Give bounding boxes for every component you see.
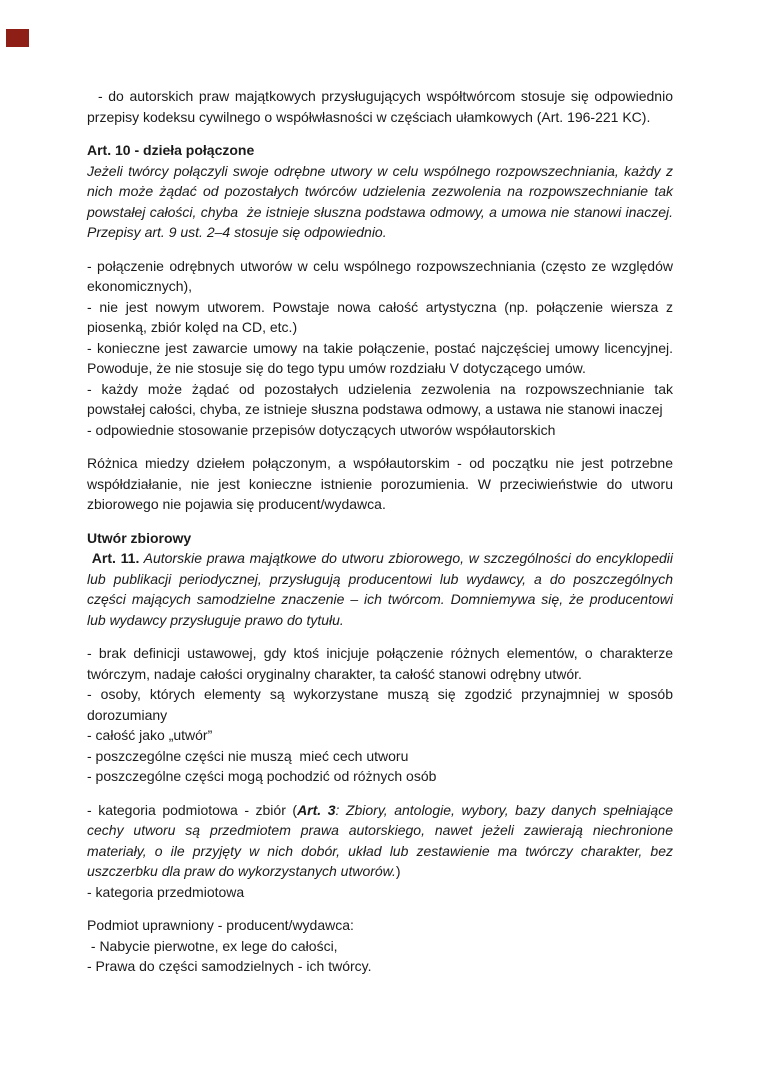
subbullet-czesci-rozne-osoby: - poszczególne części mogą pochodzić od różnych osób (87, 768, 437, 784)
podmiot-uprawniony-line: Podmiot uprawniony - producent/wydawca: (87, 917, 354, 933)
bullet-brak-definicji: - brak definicji ustawowej, gdy ktoś inicjuje połączenie różnych elementów, o charakterze twórczym, nadaje całości oryginalny charakter, ta całość stanowi odrębny utwór. (87, 645, 677, 682)
bullet-osoby: - osoby, których elementy są wykorzystane muszą się zgodzić przynajmniej w sposób dorozumiany (87, 686, 677, 723)
corner-marker (6, 29, 29, 47)
bullet-calosc-jako-utwor: - całość jako „utwór” (87, 727, 213, 743)
kategoria-podmiotowa-close: ) (395, 863, 401, 879)
bullet-kategoria-przedmiotowa: - kategoria przedmiotowa (87, 883, 245, 900)
bullet-konieczne-umowa: - konieczne jest zawarcie umowy na takie połączenie, postać najczęściej umowy licencyjnej. Powoduje, że nie stosuje się do tego typu umów rozdziału V dotyczącego umów. (87, 339, 677, 376)
art-11-paragraph (87, 548, 677, 630)
subbullet-prawa-do-czesci: - Prawa do części samodzielnych - ich twórcy. (87, 958, 372, 974)
intro-paragraph: - do autorskich praw majątkowych przysługujących współtwórcom stosuje się odpowiednio przepisy kodeksu cywilnego o współwłasności w częściach ułamkowych (Art. 196-221 KC). (87, 88, 677, 125)
bullet-odpowiednie-stosowanie: - odpowiednie stosowanie przepisów dotyczących utworów współautorskich (87, 421, 556, 438)
heading-art-10: Art. 10 - dzieła połączone (87, 142, 255, 158)
bullet-kategoria-podmiotowa (87, 800, 677, 882)
art-3-label: Art. 3 (297, 801, 336, 818)
bullet-polaczenie: - połączenie odrębnych utworów w celu wspólnego rozpowszechniania (często ze względów ekonomicznych), (87, 257, 677, 294)
art-3-quote-text: : Zbiory, antologie, wybory, bazy danych spełniające cechy utworu są przedmiotem prawa autorskiego, nawet jeżeli zawierają niechronione materiały, o ile przyjęty w nich dobór, układ lub zestawienie ma twórczy charakter, bez uszczerbku dla praw do wykorzystanych utworów. (87, 801, 677, 879)
bullet-kazdy-moze: - każdy może żądać od pozostałych udzielenia zezwolenia na rozpowszechnianie tak powstałej całości, chyba, ze istnieje słuszna podstawa odmowy, a ustawa nie stanowi inaczej (87, 380, 677, 417)
heading-utwor-zbiorowy: Utwór zbiorowy (87, 529, 192, 546)
subbullet-czesci-cech-utworu: - poszczególne części nie muszą mieć cech utworu (87, 747, 409, 764)
document-body (87, 86, 677, 977)
subbullet-nabycie-pierwotne: - Nabycie pierwotne, ex lege do całości, (87, 937, 338, 954)
art-10-quote-paragraph: Jeżeli twórcy połączyli swoje odrębne utwory w celu wspólnego rozpowszechniania, każdy z nich może żądać od pozostałych twórców udzielenia zezwolenia na rozpowszechnianie tak powstałej całości, chyba że istnieje słuszna podstawa odmowy, a umowa nie stanowi inaczej. Przepisy art. 9 ust. 2–4 stosuje się odpowiednio. (87, 162, 677, 240)
art-11-label: Art. 11. (87, 550, 140, 566)
kategoria-podmiotowa-lead: - kategoria podmiotowa - zbiór ( (87, 801, 298, 818)
art-11-quote-text: Autorskie prawa majątkowe do utworu zbiorowego, w szczególności do encyklopedii lub publikacji periodycznej, przysługują producentowi lub wydawcy, a do poszczególnych części mających samodzielne znaczenie – ich twórcom. Domniemywa się, że producentowi lub wydawcy przysługuje prawo do tytułu. (87, 550, 677, 628)
bullet-nie-jest-nowym: - nie jest nowym utworem. Powstaje nowa całość artystyczna (np. połączenie wiersza z piosenką, zbiór kolęd na CD, etc.) (87, 298, 677, 335)
roznica-paragraph: Różnica miedzy dziełem połączonym, a współautorskim - od początku nie jest potrzebne współdziałanie, nie jest konieczne istnienie porozumienia. W przeciwieństwie do utworu zbiorowego nie pojawia się producent/wydawca. (87, 455, 677, 512)
